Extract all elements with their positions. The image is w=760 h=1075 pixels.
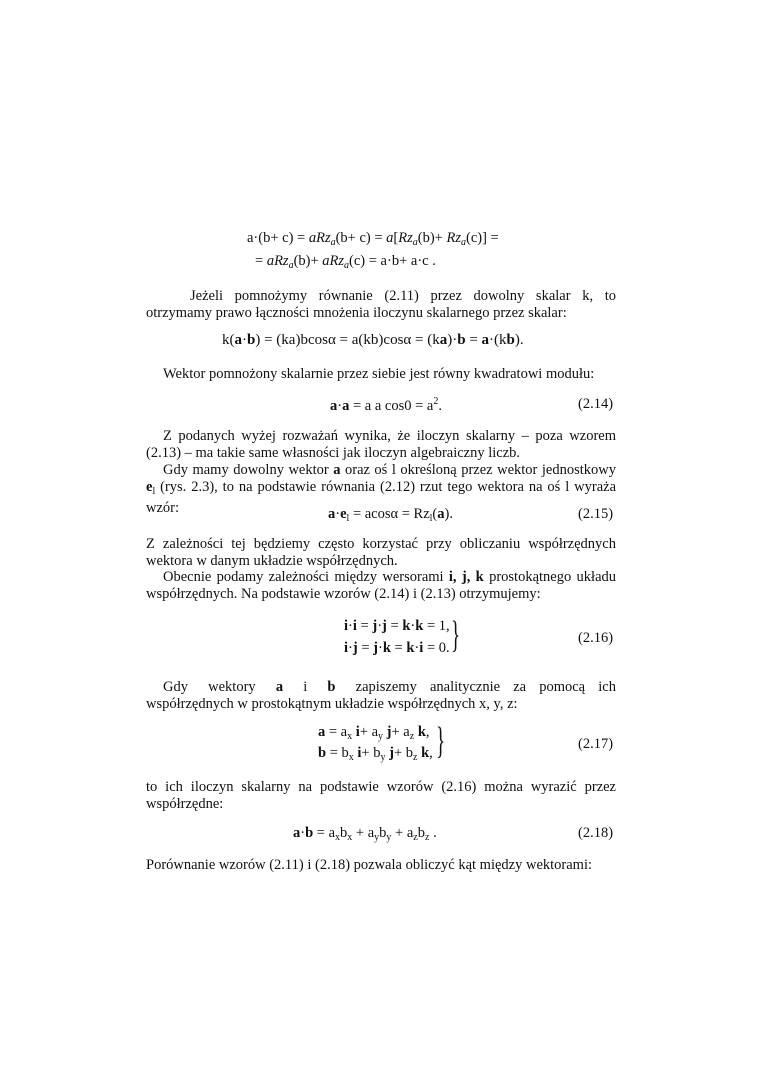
paragraph-5 <box>146 536 616 570</box>
paragraph-1-text: Jeżeli pomnożymy równanie (2.11) przez dowolny skalar k, to otrzymamy prawo łączności mnożenia iloczynu skalarnego przez skalar: <box>146 288 616 321</box>
paragraph-4-text-a: Gdy mamy dowolny wektor <box>163 462 329 478</box>
equation-number-2-17: (2.17) <box>578 736 614 752</box>
paragraph-7-vector-a: a <box>275 679 284 695</box>
equation-distributive-line2: = aRz$_a$(b)+ aRz$_a$(c) = a·b+ a·c . <box>255 253 436 271</box>
paragraph-1 <box>146 288 616 322</box>
paragraph-5-text: Z zależności tej będziemy często korzystać przy obliczaniu współrzędnych wektora w danym układzie współrzędnych. <box>146 536 616 569</box>
paragraph-4-vector-a: a <box>333 462 341 478</box>
paragraph-9 <box>146 857 616 874</box>
paragraph-9-text: Porównanie wzorów (2.11) i (2.18) pozwala obliczyć kąt między wektorami: <box>146 857 593 873</box>
paragraph-4-subscript-l: l <box>152 486 156 497</box>
paragraph-8-text: to ich iloczyn skalarny na podstawie wzorów (2.16) można wyrazić przez współrzędne: <box>146 779 616 812</box>
paragraph-4-text-c: oraz oś l określoną przez wektor jednostkowy <box>344 462 616 478</box>
paragraph-2-text: Wektor pomnożony skalarnie przez siebie jest równy kwadratowi modułu: <box>163 366 595 382</box>
paragraph-6-unit-vectors: i, j, k <box>448 569 484 585</box>
equation-2-17-line2: $b = b_x$ $i+ b_y$ $j+ b_z$ k, <box>318 745 433 763</box>
brace-2-17: } <box>436 720 446 762</box>
paragraph-7-text-e: zapiszemy analitycznie za pomocą ich współrzędnych w prostokątnym układzie współrzędnych x, y, z: <box>146 679 616 712</box>
paragraph-3 <box>146 428 616 462</box>
equation-2-18: $a\cdot b = a_xb_x + a_yb_y + a_zb_z$ . <box>293 825 437 843</box>
paragraph-6 <box>146 569 616 603</box>
equation-number-2-14: (2.14) <box>578 396 614 412</box>
paragraph-4-text-f: (rys. 2.3), to na podstawie równania (2.12) rzut tego wektora na oś l wyraża wzór: <box>146 479 616 516</box>
equation-distributive-line1: $a\cdot(b+ c) = aRz_a(b+ c) = a[Rz_a(b)+ Rz_a(c)]$ = <box>247 230 499 248</box>
paragraph-6-text-a: Obecnie podamy zależności między wersorami <box>163 569 444 585</box>
paragraph-6-text-c: prostokątnego układu współrzędnych. Na podstawie wzorów (2.14) i (2.13) otrzymujemy: <box>146 569 617 602</box>
equation-2-17-line1: $a = a_x$ $i+ a_y$ $j+ a_z$ k, <box>318 724 430 742</box>
paragraph-7-text-c: i <box>303 679 308 695</box>
equation-number-2-16: (2.16) <box>578 630 614 646</box>
paragraph-8 <box>146 779 616 813</box>
equation-number-2-15: (2.15) <box>578 506 614 522</box>
paragraph-4-vector-e: e <box>146 479 153 495</box>
brace-2-16: } <box>451 614 461 656</box>
paragraph-7 <box>146 679 616 713</box>
paragraph-2 <box>146 366 616 383</box>
equation-2-15: $a\cdot e_l = acos\alpha = Rz_l(a)$. <box>328 506 453 524</box>
equation-2-14: a·a = a a $\cos 0 = a^2$. <box>330 396 442 414</box>
equation-number-2-18: (2.18) <box>578 825 614 841</box>
equation-2-16-line1: i·i = j·j = k·k = 1, <box>344 618 450 634</box>
paragraph-7-vector-b: b <box>327 679 336 695</box>
equation-scalar-multiplication: k(a·b) = (ka)bcosα = a(kb)cosα = (ka)·b = a·(kb). <box>222 332 524 348</box>
paragraph-3-text: Z podanych wyżej rozważań wynika, że iloczyn skalarny – poza wzorem (2.13) – ma takie same własności jak iloczyn algebraiczny liczb. <box>146 428 616 461</box>
equation-2-16-line2: i·j = j·k = k·i = 0. <box>344 640 450 656</box>
paragraph-7-text-a: Gdy wektory <box>163 679 256 695</box>
